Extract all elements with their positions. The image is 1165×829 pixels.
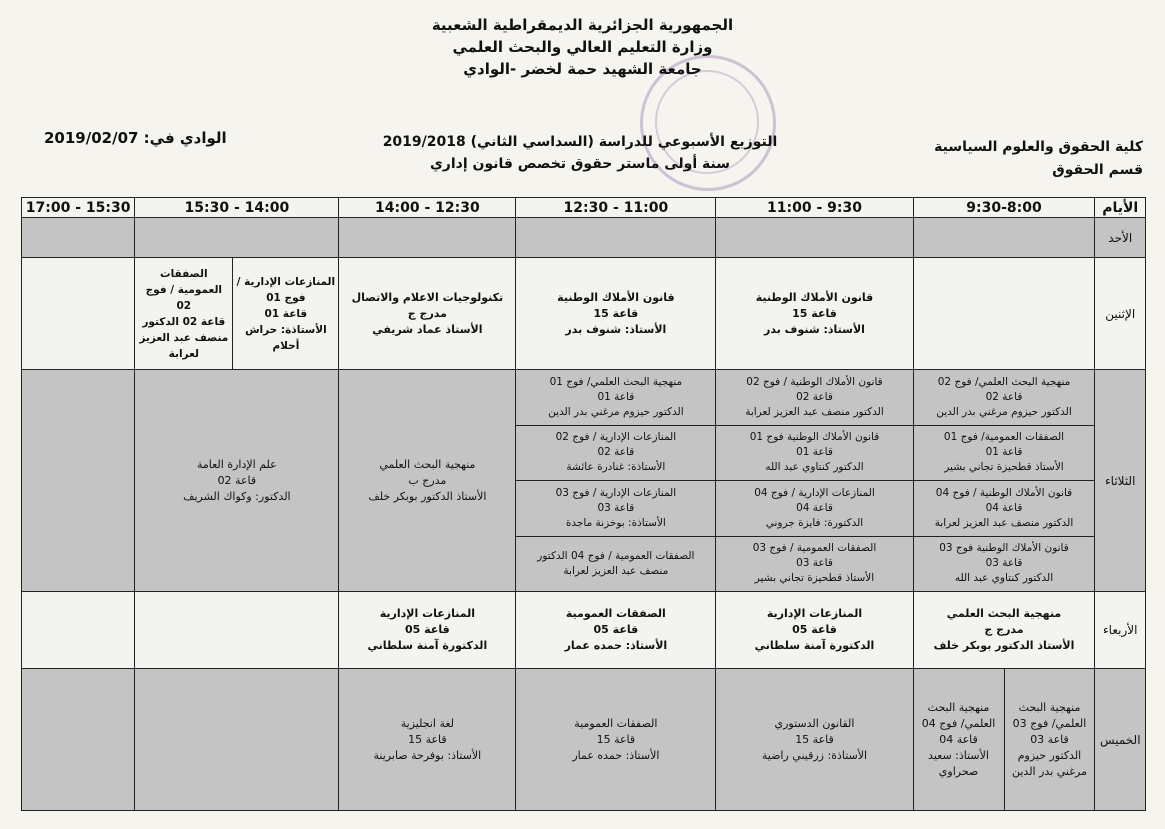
teacher: الدكتور حيزوم مرغني بدر الدين — [548, 405, 684, 418]
course-name: الصفقات العمومية / فوج 02 — [145, 267, 222, 312]
room: قاعة 03 — [985, 557, 1023, 570]
room-teacher: قاعة 02 الدكتور منصف عبد العزيز لعرابة — [139, 315, 229, 360]
row-sunday — [22, 218, 1146, 258]
faculty-name: كلية الحقوق والعلوم السياسية — [934, 139, 1143, 155]
group-class — [516, 370, 715, 426]
header-slot-3: 11:00 - 12:30 — [516, 198, 716, 218]
room: قاعة 02 — [796, 390, 833, 403]
course-name: الصفقات العمومية — [574, 716, 658, 730]
room: قاعة 01 — [264, 307, 308, 320]
course-name: منهجية البحث العلمي — [946, 607, 1062, 620]
course-name: القانون الدستوري — [774, 716, 855, 730]
course-name: قانون الأملاك الوطنية فوج 03 — [939, 542, 1069, 555]
cell-empty — [135, 218, 339, 258]
room: قاعة 04 — [796, 501, 833, 514]
cell-empty — [22, 669, 135, 811]
teacher: الدكتور كنتاوي عبد الله — [954, 572, 1054, 585]
course-name: الصفقات العمومية / فوج 03 — [752, 542, 877, 555]
teacher: الأستاذ عماد شريفي — [372, 322, 483, 336]
day-sunday: الأحد — [1095, 218, 1146, 258]
course-name: علم الإدارة العامة — [196, 457, 277, 471]
course-name: قانون الأملاك الوطنية / فوج 02 — [746, 375, 883, 388]
room: قاعة 03 — [796, 557, 833, 570]
day-wednesday: الأربعاء — [1095, 592, 1146, 669]
room: قاعة 01 — [985, 446, 1023, 459]
cell-empty — [913, 218, 1095, 258]
group-class — [716, 426, 912, 482]
schedule-table — [21, 197, 1146, 811]
room: قاعة 15 — [593, 306, 639, 320]
room: قاعة 05 — [792, 623, 837, 636]
class-cell — [339, 592, 516, 669]
class-cell — [339, 258, 516, 370]
header-slot-6: 15:30 - 17:00 — [22, 198, 135, 218]
course-name: قانون الأملاك الوطنية — [755, 290, 874, 304]
room: قاعة 02 — [985, 390, 1023, 403]
room: مدرج ج — [984, 623, 1024, 636]
cell-empty — [22, 370, 135, 592]
room: مدرج ج — [407, 306, 447, 320]
group-class — [1004, 669, 1095, 810]
document-header — [0, 14, 1165, 80]
room: قاعة 04 — [939, 732, 978, 746]
teacher: الدكتورة: فايزة جروني — [765, 516, 864, 529]
class-cell — [516, 592, 716, 669]
course-name: الصفقات العمومية / فوج 04 الدكتور — [537, 549, 695, 562]
class-cell — [516, 258, 716, 370]
cell-empty — [913, 258, 1095, 370]
course-name: منهجية البحث العلمي/ فوج 04 — [921, 700, 996, 730]
teacher: الأستاذ: حمده عمار — [564, 639, 668, 652]
cell-empty — [135, 592, 339, 669]
teacher: الدكتورة آمنة سلطاني — [367, 639, 488, 652]
course-name: المنازعات الإدارية / فوج 03 — [555, 486, 677, 499]
course-name: المنازعات الإدارية / فوج 01 — [236, 275, 336, 304]
course-name: الصفقات العمومية — [565, 607, 666, 620]
group-class — [516, 481, 715, 537]
teacher: الأستاذ قطحيزة تجاني بشير — [944, 461, 1064, 474]
row-monday — [22, 258, 1146, 370]
teacher: الدكتور حيزوم مرغني بدر الدين — [1012, 748, 1087, 778]
teacher: منصف عبد العزيز لعرابة — [563, 564, 669, 577]
group-class — [914, 537, 1095, 592]
group-class — [716, 481, 912, 537]
course-name: منهجية البحث العلمي/ فوج 01 — [549, 375, 683, 388]
cell-empty — [716, 218, 913, 258]
course-name: منهجية البحث العلمي/ فوج 03 — [1012, 700, 1087, 730]
class-cell-group — [516, 370, 716, 592]
room: مدرج ب — [408, 473, 447, 487]
course-name: منهجية البحث العلمي/ فوج 02 — [937, 375, 1071, 388]
teacher: الأستاذة: غنادرة عائشة — [566, 461, 666, 474]
row-tuesday — [22, 370, 1146, 592]
teacher: الدكتور منصف عبد العزيز لعرابة — [745, 405, 884, 418]
room: قاعة 01 — [796, 446, 833, 459]
row-wednesday — [22, 592, 1146, 669]
ministry-name: وزارة التعليم العالي والبحث العلمي — [452, 38, 713, 56]
header-slot-1: 9:30-8:00 — [913, 198, 1095, 218]
course-name: قانون الأملاك الوطنية فوج 01 — [749, 431, 880, 444]
course-name: تكنولوجيات الاعلام والاتصال — [351, 290, 504, 304]
republic-name: الجمهورية الجزائرية الديمقراطية الشعبية — [431, 16, 734, 34]
class-cell-group — [913, 370, 1095, 592]
group-class — [914, 426, 1095, 482]
course-name: منهجية البحث العلمي — [379, 457, 476, 471]
cell-empty — [135, 669, 339, 811]
teacher: الأستاذ: بوفرحة صابرينة — [373, 748, 482, 762]
row-thursday — [22, 669, 1146, 811]
course-name: قانون الأملاك الوطنية — [557, 290, 675, 304]
title-line-1: التوزيع الأسبوعي للدراسة (السداسي الثاني) 2019/2018 — [382, 134, 778, 150]
group-class — [516, 426, 715, 482]
university-name: جامعة الشهيد حمة لخضر -الوادي — [463, 60, 702, 78]
room: قاعة 02 — [597, 446, 635, 459]
room: قاعة 04 — [985, 501, 1023, 514]
room: قاعة 05 — [593, 623, 639, 636]
class-cell — [339, 370, 516, 592]
group-class — [716, 370, 912, 426]
class-cell — [716, 669, 913, 811]
class-cell — [233, 258, 339, 370]
class-cell — [716, 592, 913, 669]
room: قاعة 03 — [597, 501, 635, 514]
course-name: لغة انجليزية — [400, 716, 454, 730]
room: قاعة 05 — [405, 623, 450, 636]
group-class — [914, 370, 1095, 426]
class-cell-split — [913, 669, 1095, 811]
teacher: الأستاذ الدكتور بوبكر خلف — [368, 489, 487, 503]
day-tuesday: الثلاثاء — [1095, 370, 1146, 592]
header-slot-2: 9:30 - 11:00 — [716, 198, 913, 218]
teacher: الدكتور منصف عبد العزيز لعرابة — [934, 516, 1074, 529]
teacher: الأستاذة: زرقيني راضية — [761, 748, 868, 762]
class-cell — [516, 669, 716, 811]
group-class — [914, 481, 1095, 537]
document-date: الوادي في: 2019/02/07 — [44, 129, 227, 147]
department-name: قسم الحقوق — [1052, 162, 1143, 178]
teacher: الدكتور كنتاوي عبد الله — [765, 461, 864, 474]
header-slot-4: 12:30 - 14:00 — [339, 198, 516, 218]
teacher: الأستاذ الدكتور بوبكر خلف — [933, 639, 1075, 652]
class-cell — [716, 258, 913, 370]
cell-empty — [22, 218, 135, 258]
teacher: الأستاذ: شنوف بدر — [764, 322, 865, 336]
room: قاعة 15 — [792, 306, 837, 320]
teacher: الأستاذ: سعيد صحراوي — [928, 748, 989, 778]
schedule-title — [380, 131, 780, 175]
group-class — [716, 537, 912, 592]
teacher: الدكتور: وكواك الشريف — [183, 489, 291, 503]
class-cell — [135, 258, 233, 370]
course-name: قانون الأملاك الوطنية / فوج 04 — [935, 486, 1073, 499]
faculty-block — [934, 136, 1143, 182]
teacher: الدكتور حيزوم مرغني بدر الدين — [936, 405, 1072, 418]
group-class — [516, 537, 715, 592]
course-name: المنازعات الإدارية — [379, 607, 476, 620]
header-row — [22, 198, 1146, 218]
class-cell — [135, 370, 339, 592]
teacher: الأستاذة: حراش أحلام — [245, 323, 327, 352]
teacher: الأستاذة: بوخزنة ماجدة — [565, 516, 666, 529]
room: قاعة 03 — [1030, 732, 1069, 746]
class-cell-group — [716, 370, 913, 592]
class-cell — [913, 592, 1095, 669]
room: قاعة 15 — [596, 732, 636, 746]
group-class — [914, 669, 1004, 810]
room: قاعة 15 — [408, 732, 447, 746]
teacher: الدكتورة آمنة سلطاني — [754, 639, 875, 652]
cell-empty — [22, 592, 135, 669]
cell-empty — [516, 218, 716, 258]
header-slot-5: 14:00 - 15:30 — [135, 198, 339, 218]
course-name: الصفقات العمومية/ فوج 01 — [943, 431, 1065, 444]
room: قاعة 01 — [597, 390, 635, 403]
header-days: الأيام — [1095, 198, 1146, 218]
cell-empty — [339, 218, 516, 258]
cell-empty — [22, 258, 135, 370]
teacher: الأستاذ: حمده عمار — [572, 748, 660, 762]
room: قاعة 15 — [795, 732, 834, 746]
room: قاعة 02 — [217, 473, 257, 487]
day-monday: الإثنين — [1095, 258, 1146, 370]
class-cell — [339, 669, 516, 811]
course-name: المنازعات الإدارية — [766, 607, 863, 620]
course-name: المنازعات الإدارية / فوج 02 — [555, 431, 677, 444]
course-name: المنازعات الإدارية / فوج 04 — [754, 486, 875, 499]
teacher: الأستاذ قطحيزة تجاني بشير — [754, 572, 875, 585]
day-thursday: الخميس — [1095, 669, 1146, 811]
teacher: الأستاذ: شنوف بدر — [565, 322, 667, 336]
title-line-2: سنة أولى ماستر حقوق تخصص قانون إداري — [429, 156, 731, 172]
